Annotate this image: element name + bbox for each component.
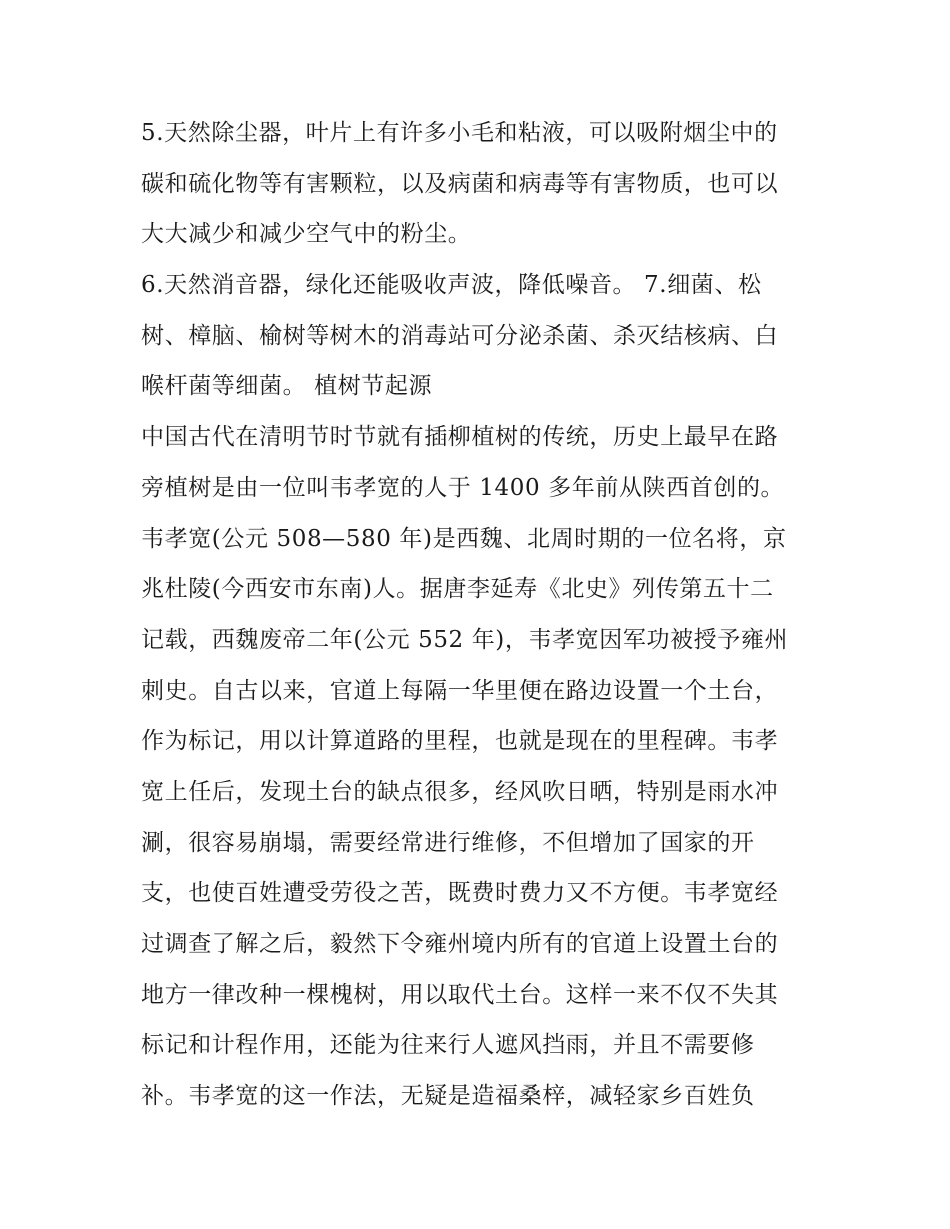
text-line: 碳和硫化物等有害颗粒，以及病菌和病毒等有害物质，也可以 bbox=[141, 170, 779, 197]
text-line: 韦孝宽(公元 508—580 年)是西魏、北周时期的一位名将，京 bbox=[141, 525, 787, 552]
text-line: 记载，西魏废帝二年(公元 552 年)，韦孝宽因军功被授予雍州 bbox=[141, 626, 789, 653]
text-line: 兆杜陵(今西安市东南)人。据唐李延寿《北史》列传第五十二 bbox=[141, 576, 774, 603]
body-text bbox=[141, 108, 821, 1122]
text-line: 涮，很容易崩塌，需要经常进行维修，不但增加了国家的开 bbox=[141, 829, 755, 856]
text-line: 作为标记，用以计算道路的里程，也就是现在的里程碑。韦孝 bbox=[141, 728, 779, 755]
text-line: 过调查了解之后，毅然下令雍州境内所有的官道上设置土台的 bbox=[141, 931, 779, 957]
text-line: 地方一律改种一棵槐树，用以取代土台。这样一来不仅不失其 bbox=[141, 981, 779, 1008]
text-line: 刺史。自古以来，官道上每隔一华里便在路边设置一个土台， bbox=[141, 677, 779, 704]
text-line: 大大减少和减少空气中的粉尘。 bbox=[141, 221, 472, 248]
text-line: 标记和计程作用，还能为往来行人遮风挡雨，并且不需要修 bbox=[141, 1032, 755, 1059]
text-line: 喉杆菌等细菌。 植树节起源 bbox=[141, 373, 433, 400]
text-line: 树、樟脑、榆树等树木的消毒站可分泌杀菌、杀灭结核病、白 bbox=[141, 322, 779, 349]
text-line: 中国古代在清明节时节就有插柳植树的传统，历史上最早在路 bbox=[141, 424, 779, 451]
text-line: 支，也使百姓遭受劳役之苦，既费时费力又不方便。韦孝宽经 bbox=[141, 880, 779, 907]
text-line: 5.天然除尘器，叶片上有许多小毛和粘液，可以吸附烟尘中的 bbox=[141, 120, 778, 146]
text-line: 旁植树是由一位叫韦孝宽的人于 1400 多年前从陕西首创的。 bbox=[141, 474, 785, 501]
text-line: 宽上任后，发现土台的缺点很多，经风吹日晒，特别是雨水冲 bbox=[141, 778, 779, 805]
text-line: 补。韦孝宽的这一作法，无疑是造福桑梓，减轻家乡百姓负 bbox=[141, 1083, 755, 1110]
text-line: 6.天然消音器，绿化还能吸收声波，降低噪音。 7.细菌、松 bbox=[141, 272, 762, 299]
